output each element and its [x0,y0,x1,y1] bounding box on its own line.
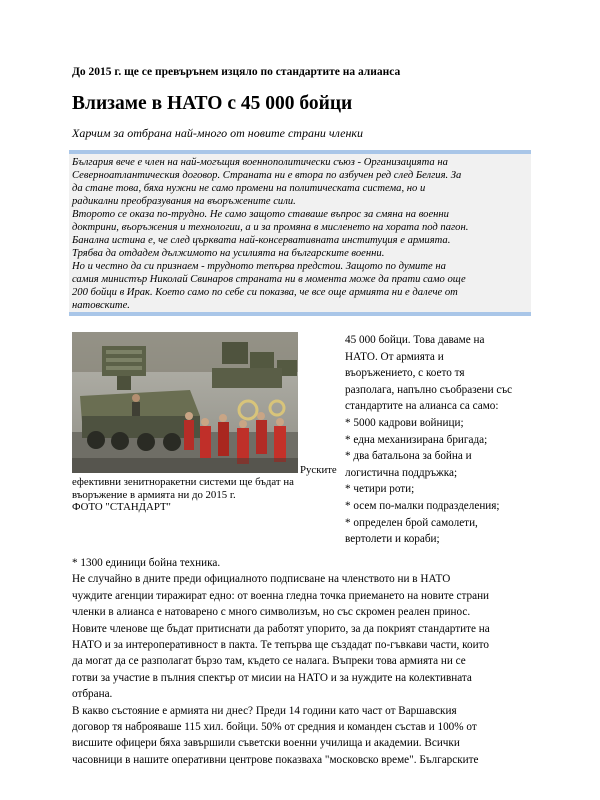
article-kicker: До 2015 г. ще се превърънем изцяло по стандартите на алианса [72,66,401,78]
military-parade-photo [72,332,298,473]
lead-line: Банална истина е, че след църквата най-консервативната институция е армията. [72,235,451,246]
list-item: * осем по-малки подразделения; [345,499,500,512]
caption-line: ефективни зенитноракетни системи ще бъдат на [72,476,294,488]
lead-line: радикални преобразувания на въоръжените сили. [72,196,296,207]
right-line: въоръжението, с което тя [345,367,465,380]
lead-box [69,150,531,316]
list-item: * определен брой самолети, [345,516,478,529]
article-subhead: Харчим за отбрана най-много от новите страни членки [72,126,364,140]
lead-line: самия министър Николай Свинаров страната ни в момента може да прати само още [72,274,466,285]
right-line: 45 000 бойци. Това даваме на [345,334,485,346]
lead-line: да стане това, бяха нужни не само промени на политическата система, но и [72,183,426,194]
body-line: отбрана. [72,688,113,701]
list-item: * 5000 кадрови войници; [345,416,464,429]
caption-line: въоръжение в армията ни до 2015 г. [72,488,236,501]
body-line: * 1300 единици бойна техника. [72,557,221,569]
lead-line: България вече е член на най-могъщия военнополитически съюз - Организацията на [72,157,448,168]
list-item: * два батальона за бойна и [345,450,472,463]
lead-line: Второто се оказа по-трудно. Не само защото ставаше въпрос за смяна на военни [72,209,449,220]
caption-line: ФОТО "СТАНДАРТ" [72,501,171,513]
body-line: В какво състояние е армията ни днес? Преди 14 години като част от Варшавския [72,704,457,717]
photo-caption-lead: Руските [300,464,337,476]
list-item: вертолети и кораби; [345,533,440,546]
body-line: да могат да се разполагат бързо там, където се налага. Въпреки това армията ни се [72,655,466,668]
list-item: * една механизирана бригада; [345,433,488,446]
body-line: часовници в нашите оперативни центрове показваха "московско време". Българските [72,753,479,766]
lead-line: Северноатлантическия договор. Страната ни е втора по азбучен ред след Белгия. За [72,170,462,181]
article-body [72,555,532,768]
right-line: стандартите на алианса са само: [345,400,499,413]
body-line: НАТО и за интероперативност в пакта. Те тепърва ще създадат по-гъвкави части, които [72,639,489,652]
body-line: Новите членове ще бъдат притиснати да работят упорито, за да покрият стандартите на [72,622,490,635]
photo-caption [72,476,342,514]
lead-line: Трябва да отдадем дължимото на усилията на българските военни. [72,248,385,259]
list-item: * четири роти; [345,483,415,496]
body-line: членки в алианса е натоварено с много символизъм, но със скромен реален принос. [72,606,471,619]
body-line: чуждите агенции тиражират едно: от военна гледна точка приемането на новите страни [72,589,490,602]
body-line: Не случайно в дните преди официалното подписване на членството ни в НАТО [72,573,451,586]
lead-line: Но и честно да си признаем - трудното тепърва предстои. Защото по думите на [72,261,446,272]
list-item: логистична поддръжка; [345,466,458,479]
parade-illustration [72,332,298,473]
right-line: разполага, напълно съобразени със [345,383,513,396]
body-line: готви за участие в пълния спектър от мисии на НАТО и за нуждите на колективната [72,671,472,684]
lead-line: доктрини, въоръжения и технологии, а и за промяна в мисленето на хората под пагон. [72,222,469,233]
right-column-text [345,332,535,548]
body-line: висшите офицери бяха завършили съветски военни училища и академии. Всички [72,737,460,750]
lead-line: натовските. [72,300,130,311]
right-line: НАТО. От армията и [345,350,444,363]
body-line: договор тя наброяваше 115 хил. бойци. 50% от средния и команден състав и 100% от [72,721,477,734]
lead-line: 200 бойци в Ирак. Което само по себе си показва, че все още армията ни е далече от [72,287,458,298]
article-headline: Влизаме в НАТО с 45 000 бойци [72,93,353,114]
